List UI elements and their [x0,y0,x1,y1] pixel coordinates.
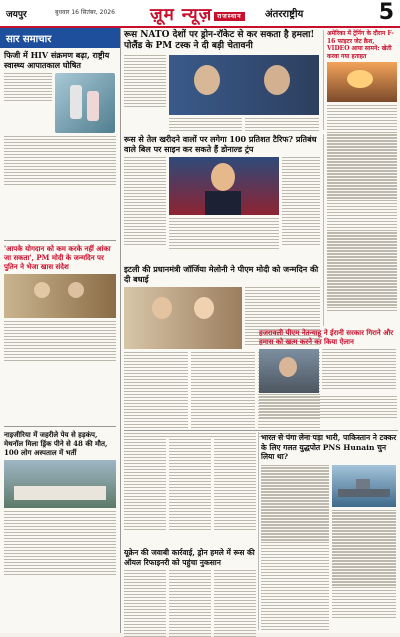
story-nato [124,30,320,131]
story-ukraine [124,548,256,637]
section-title: अंतरराष्ट्रीय [265,9,304,20]
logo-tag: राजस्थान [214,12,244,21]
story-tariff [124,134,320,249]
story-fiji [4,50,116,185]
story-pakistan [261,433,397,630]
hiv-vials-photo [55,73,115,133]
main-area [121,28,400,633]
modi-putin-photo [4,274,116,318]
f16-continued [327,134,397,311]
story-nato-headline: रूस NATO देशों पर ड्रोन-रॉकेट से कर सकता है हमला! पोलैंड के PM टस्क ने दी बड़ी चेतावनी [124,30,315,51]
story-nigeria [4,430,116,575]
story-putin-headline: 'आपके योगदान को कम करके नहीं आंका जा सकता', PM मोदी के जन्मदिन पर पुतिन ने भेजा खास संदेश [4,244,111,271]
story-putin-modi [4,244,116,361]
nigeria-hospital-photo [4,460,116,508]
story-nigeria-headline: नाइजीरिया में जहरीले पेय से हड़कंप, मेथनॉल मिला ड्रिंक पीने से 48 की मौत, 100 लोग अस्पताल में भर्ती [4,430,108,457]
story-ukraine-headline: यूक्रेन की जवाबी कार्रवाई, ड्रोन हमले में रूस की ऑयल रिफाइनरी को पहुंचा नुकसान [124,548,255,567]
issue-date: बुधवार 16 सितंबर, 2026 [55,9,115,16]
city-name: जयपुर [6,10,27,20]
story-fiji-headline: फिजी में HIV संक्रमण बढ़ा, राष्ट्रीय स्वास्थ्य आपातकाल घोषित [4,50,110,70]
story-fiji-body [4,136,116,185]
f16-crash-photo [327,62,397,102]
story-putin-body [4,321,116,361]
netanyahu-photo [259,349,319,393]
story-fiji-text [4,73,52,133]
section-label-saar: सार समाचार [0,28,120,48]
left-column [0,28,121,633]
story-israel [259,328,397,418]
story-nato-lead [124,55,166,131]
meloni-continued [124,433,256,530]
story-tariff-headline: रूस से तेल खरीदने वालों पर लगेगा 100 प्रतिशत टैरिफ? प्रतिबंध वाले बिल पर साइन कर सकते हैं डोनाल्ड ट्रंप [124,134,317,154]
story-pakistan-headline: भारत से पंगा लेना पड़ा भारी, पाकिस्तान ने टक्कर के लिए गलत युद्धपोत PNS Hunain चुन लिया था? [261,433,397,461]
logo-text: ज़ूम न्यूज़ [150,5,213,25]
story-nigeria-body [4,511,116,575]
trump-photo [169,157,279,215]
masthead [0,0,400,28]
story-f16-headline: अमेरिका में ट्रेनिंग के दौरान F-16 फाइटर जेट क्रैश, VIDEO आया सामने: खेती करवा गया हताहत [327,30,394,60]
page-number: 5 [378,0,394,25]
story-meloni-headline: इटली की प्रधानमंत्री जॉर्जिया मेलोनी ने पीएम मोदी को जन्मदिन की दी बधाई [124,264,319,284]
newspaper-logo [150,2,245,25]
modi-meloni-photo [124,287,242,349]
tusk-putin-photo [169,55,319,115]
warship-photo [332,465,396,507]
story-israel-headline: हजरावली पीएम नेतन्याहू ने ईरानी सरकार गिराने और हमास को खत्म करने का किया ऐलान [259,328,394,346]
